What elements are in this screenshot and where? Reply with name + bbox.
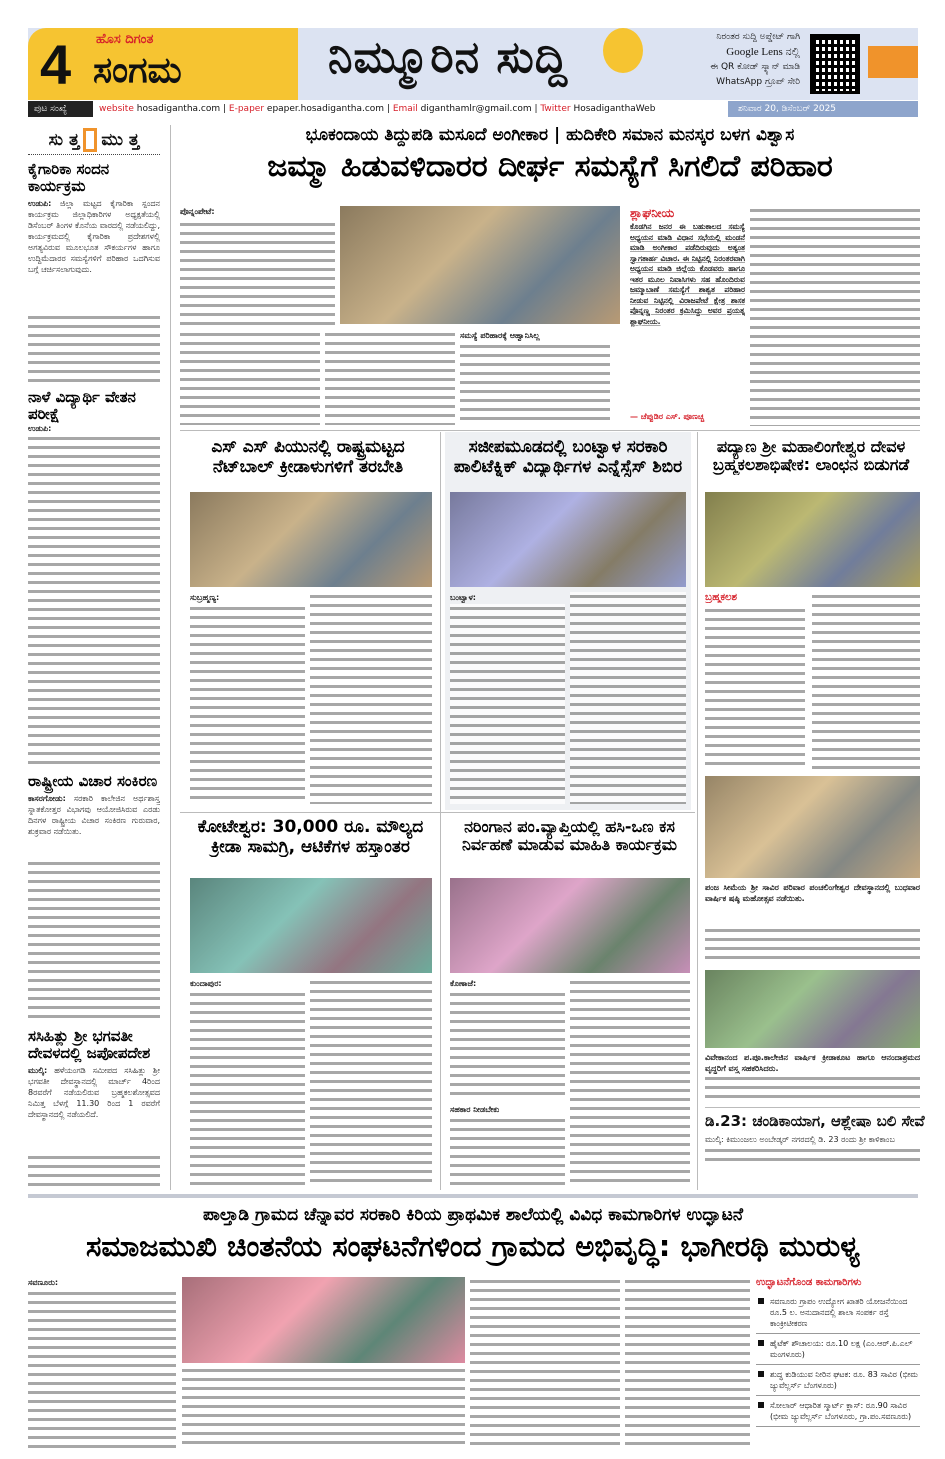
list-item: ಹೈಟೆಕ್ ಶೌಚಾಲಯ: ರೂ.10 ಲಕ್ಷ (ಎಂ.ಆರ್.ಪಿ.ಎಲ್ ಮಂಗಳೂರು): [756, 1334, 920, 1365]
story-body: ಮುಲ್ಕಿ: ಕಿಮುಂಜಲು ಅಂಬೇಡ್ಕರ್ ನಗರದಲ್ಲಿ ಡಿ. 23 ರಂದು ಶ್ರೀ ಕಾಳಿಕಾಂಬ: [705, 1135, 895, 1144]
epaper-link[interactable]: epaper.hosadigantha.com: [266, 104, 385, 114]
link-label: E-paper: [228, 104, 265, 114]
dateline: ಕುಂದಾಪುರ:: [190, 979, 222, 988]
bottom-headline: ಸಮಾಜಮುಖಿ ಚಿಂತನೆಯ ಸಂಘಟನೆಗಳಿಂದ ಗ್ರಾಮದ ಅಭಿವೃದ್ಧಿ: ಭಾಗೀರಥಿ ಮುರುಳ್ಯ: [85, 1229, 861, 1263]
section-header: ಸು ತ್ತ ಮು ತ್ತ: [28, 125, 160, 155]
photo-caption: ಪಂಜ ಸೀಮೆಯ ಶ್ರೀ ಸಾವಿರ ಪರಿವಾರ ಪಂಚಲಿಂಗೇಶ್ವರ ದೇವಸ್ಥಾನದಲ್ಲಿ ಬುಧವಾರ ವಾರ್ಷಿಕ ಷಷ್ಠಿ ಮಹೋತ್ಸವ ನಡೆಯಿತು.: [705, 883, 920, 903]
masthead: [28, 28, 918, 100]
dateline: ಉಡುಪಿ:: [28, 424, 52, 433]
list-item: ಶುದ್ಧ ಕುಡಿಯುವ ನೀರಿನ ಘಟಕ: ರೂ. 83 ಸಾವಿರ (ಭೀಮ ಜ್ಯುವೆಲ್ಲರ್ಸ್ ಬೆಂಗಳೂರು): [756, 1365, 920, 1396]
dateline: ಸವಣೂರು:: [28, 1278, 59, 1287]
email-link[interactable]: diganthamlr@gmail.com: [420, 104, 532, 114]
left-column: [28, 125, 160, 1190]
story-title: ಎಸ್ ಎಸ್ ಪಿಯುನಲ್ಲಿ ರಾಷ್ಟ್ರಮಟ್ಟದ ನೆಟ್‌ಬಾಲ್ ಕ್ರೀಡಾಳುಗಳಿಗೆ ತರಬೇತಿ: [211, 438, 405, 477]
qr-text: Google Lens ನಲ್ಲಿ: [726, 46, 800, 58]
story-body: ಉಡುಪಿ: ಜಿಲ್ಲಾ ಮಟ್ಟದ ಕೈಗಾರಿಕಾ ಸ್ಪಂದನ ಕಾರ್ಯಕ್ರಮ ಜಿಲ್ಲಾಧಿಕಾರಿಗಳ ಅಧ್ಯಕ್ಷತೆಯಲ್ಲಿ ಡಿಸೆಂಬರ್ ತಿಂಗಳ ಕೊನೆಯ ವಾರದಲ್ಲಿ ನಡೆಯಲಿದ್ದು, ಕಾರ್ಯಕ್ರಮದಲ್ಲಿ ಕೈಗಾರಿಕಾ ಪ್ರದೇಶಗಳಲ್ಲಿ ಅಗತ್ಯವಿರುವ ಮೂಲಭೂತ ಸೌಕರ್ಯಗಳ ಹಾಗೂ ಉದ್ದಿಮೆದಾರರ ಸಮಸ್ಯೆಗಳಿಗೆ ಪರಿಹಾರ ಒದಗಿಸುವ ಬಗ್ಗೆ ಚರ್ಚಿಸಲಾಗುವುದು.: [28, 199, 160, 274]
lead-photo: [340, 206, 620, 324]
lead-body: ಪೊನ್ನಂಪೇಟೆ:: [180, 207, 215, 216]
qr-text: WhatsApp ಗ್ರೂಪ್ ಸೇರಿ: [716, 77, 800, 87]
qr-text: ನಿರಂತರ ಸುದ್ದಿ ಅಪ್ಡೇಟ್ ಗಾಗಿ: [716, 32, 800, 42]
door-icon: [83, 128, 97, 152]
list-item: ಸೋಲಾರ್ ಆಧಾರಿತ ಸ್ಮಾರ್ಟ್ ಕ್ಲಾಸ್: ರೂ.90 ಸಾವಿರ (ಭೀಮ ಜ್ಯುವೆಲ್ಲರ್ಸ್ ಬೆಂಗಳೂರು, ಗ್ರಾ.ಪಂ.ಸವಣೂರು): [756, 1396, 920, 1427]
school-photo: [705, 970, 920, 1048]
brand-small: ಹೊಸ ದಿಗಂತ: [96, 32, 154, 47]
lead-subhead: ಸಮಸ್ಯೆ ಪರಿಹಾರಕ್ಕೆ ಆಹ್ವಾನಿಸಿಲ್ಲ: [460, 331, 540, 340]
story-title: ಕೋಟೇಶ್ವರ: 30,000 ರೂ. ಮೌಲ್ಯದ ಕ್ರೀಡಾ ಸಾಮಗ್ರಿ, ಆಟಿಕೆಗಳ ಹಸ್ತಾಂತರ: [197, 818, 424, 857]
link-label: Twitter: [540, 104, 571, 114]
link-label: website: [99, 104, 134, 114]
story-title: ಕೈಗಾರಿಕಾ ಸಂದನ ಕಾರ್ಯಕ್ರಮ: [28, 160, 110, 195]
link-label: Email: [392, 104, 418, 114]
qr-code-icon: [810, 34, 860, 94]
story-photo: [190, 492, 432, 587]
dateline: ಕೊಣಾಜೆ:: [450, 979, 477, 988]
story-photo: [450, 878, 690, 973]
temple-photo: [705, 776, 920, 878]
date: ಶನಿವಾರ 20, ಡಿಸೆಂಬರ್ 2025: [728, 101, 918, 117]
website-link[interactable]: hosadigantha.com: [136, 104, 221, 114]
box-title: ಶ್ಲಾಘನೀಯ: [630, 206, 675, 220]
bottom-photo: [182, 1277, 465, 1363]
photo-caption: ವಿವೇಕಾನಂದ ಪ.ಪೂ.ಕಾಲೇಜಿನ ವಾರ್ಷಿಕ ಕ್ರೀಡಾಕೂಟ ಹಾಗೂ ಆನಂದಾಶ್ರಮದ ವೃದ್ಧರಿಗೆ ವಸ್ತ್ರ ಸಹಕರಿಸಿದರು.: [705, 1053, 920, 1073]
twitter-link[interactable]: HosadiganthaWeb: [573, 104, 656, 114]
story-title: ಪದ್ಯಾಣ ಶ್ರೀ ಮಹಾಲಿಂಗೇಶ್ವರ ದೇವಳ ಬ್ರಹ್ಮಕಲಶಾಭಿಷೇಕ: ಲಾಂಛನ ಬಿಡುಗಡೆ: [712, 438, 910, 475]
story-title: ನಾಳೆ ವಿದ್ಯಾರ್ಥಿ ವೇತನ ಪರೀಕ್ಷೆ: [28, 388, 136, 423]
page-number: 4: [40, 33, 72, 96]
subhead: ಸಹಕಾರ ನೀಡಬೇಕು: [450, 1105, 500, 1114]
lead-kicker: ಭೂಕಂದಾಯ ತಿದ್ದುಪಡಿ ಮಸೂದೆ ಅಂಗೀಕಾರ | ಹುದಿಕೇರಿ ಸಮಾನ ಮನಸ್ಕರ ಬಳಗ ವಿಶ್ವಾಸ: [305, 125, 795, 145]
works-box: [756, 1277, 920, 1427]
qr-text: ಈ QR ಕೋಡ್ ಸ್ಕ್ಯಾನ್ ಮಾಡಿ: [710, 62, 800, 72]
story-title: ರಾಷ್ಟ್ರೀಯ ವಿಚಾರ ಸಂಕಿರಣ: [28, 772, 158, 790]
story-title: ನರಿಂಗಾನ ಪಂ.ವ್ಯಾಪ್ತಿಯಲ್ಲಿ ಹಸಿ-ಒಣ ಕಸ ನಿರ್ವಹಣೆ ಮಾಡುವ ಮಾಹಿತಿ ಕಾರ್ಯಕ್ರಮ: [461, 818, 677, 855]
story-photo: [450, 492, 686, 587]
page-title: ನಿಮ್ಮೂರಿನ ಸುದ್ದಿ: [328, 32, 569, 83]
story-body: ಮುಲ್ಕಿ: ಹಳೆಯಂಗಡಿ ಸಮೀಪದ ಸಸಿಹಿತ್ಲು ಶ್ರೀ ಭಗವತೀ ದೇವಸ್ಥಾನದಲ್ಲಿ ಮಾರ್ಚ್ 4ರಿಂದ 8ರವರೆಗೆ ನಡೆಯಲಿರುವ ಬ್ರಹ್ಮಕಲಶೋತ್ಸವದ ನಿಮಿತ್ತ ಬೆಳಗ್ಗೆ 11.30 ರಿಂದ 1 ರವರೆಗೆ ದೇವಸ್ಥಾನದಲ್ಲಿ ನಡೆಯಲಿದೆ.: [28, 1066, 160, 1119]
box-title: ಉದ್ಘಾಟನೆಗೊಂಡ ಕಾಮಗಾರಿಗಳು: [756, 1277, 862, 1288]
info-strip: ಪುಟ ಸಂಖ್ಯೆ website hosadigantha.com | E-paper epaper.hosadigantha.com | Email diganthamlr@gmail.com | Twitter HosadiganthaWeb ಶನಿವಾರ 20, ಡಿಸೆಂಬರ್ 2025: [28, 101, 918, 117]
lead-sidebar-box: ಶ್ಲಾಘನೀಯ ಕೊಡಗಿನ ಜನರ ಈ ಬಹುಕಾಲದ ಸಮಸ್ಯೆ ಅಧ್ಯಯನ ಮಾಡಿ ವಿಧಾನ ಸಭೆಯಲ್ಲಿ ಮಂಡನೆ ಮಾಡಿ ಅಂಗೀಕಾರ ಪಡೆದಿರುವುದು ಅತ್ಯಂತ ಸ್ವಾಗತಾರ್ಹ ವಿಚಾರ. ಈ ನಿಟ್ಟಿನಲ್ಲಿ ನಿರಂತರವಾಗಿ ಅಧ್ಯಯನ ಮಾಡಿ ಜಿಲ್ಲೆಯ ಕೊಡವರು ಹಾಗೂ ಇತರ ಮೂಲ ನಿವಾಸಿಗಳು ಸಹ ಹೊಂದಿರುವ ಜಮ್ಮಾಬಾಣೆ ಸಮಸ್ಯೆಗೆ ಶಾಶ್ವತ ಪರಿಹಾರ ನೀಡುವ ನಿಟ್ಟಿನಲ್ಲಿ ವಿರಾಜಪೇಟೆ ಕ್ಷೇತ್ರ ಶಾಸಕ ಪೊನ್ನಣ್ಣ ನಿರಂತರ ಕ್ರಮಿಸಿದ್ದು ಅವರ ಪ್ರಯತ್ನ ಶ್ಲಾಘನೀಯ. — ಚೆಪ್ಪುಡಿರ ಎಸ್. ಪೂಣಚ್ಚ: [630, 206, 745, 421]
dateline: ಬಂಟ್ವಾಳ:: [450, 593, 476, 602]
story-photo: [190, 878, 432, 973]
section-label: ಬ್ರಹ್ಮಕಲಶ: [705, 592, 737, 603]
story-photo: [705, 492, 920, 587]
story-title: ಡಿ.23: ಚಂಡಿಕಾಯಾಗ, ಆಶ್ಲೇಷಾ ಬಲಿ ಸೇವೆ: [705, 1112, 925, 1130]
story-body: ಕಾಸರಗೋಡು: ಸರಕಾರಿ ಕಾಲೇಜಿನ ಅರ್ಥಶಾಸ್ತ್ರ ಸ್ನಾತಕೋತ್ತರ ವಿಭಾಗವು ಆಯೋಜಿಸಿರುವ ಎರಡು ದಿನಗಳ ರಾಷ್ಟ್ರೀಯ ವಿಚಾರ ಸಂಕಿರಣ ಗುರುವಾರ, ಶುಕ್ರವಾರ ನಡೆಯಿತು.: [28, 794, 160, 836]
page-label: ಪುಟ ಸಂಖ್ಯೆ: [28, 101, 93, 117]
story-title: ಸಸಿಹಿತ್ಲು ಶ್ರೀ ಭಗವತೀ ದೇವಳದಲ್ಲಿ ಜಪೋಪದೇಶ: [28, 1027, 151, 1062]
orange-block: [868, 46, 918, 78]
bottom-kicker: ಪಾಲ್ತಾಡಿ ಗ್ರಾಮದ ಚೆನ್ನಾವರ ಸರಕಾರಿ ಕಿರಿಯ ಪ್ರಾಥಮಿಕ ಶಾಲೆಯಲ್ಲಿ ವಿವಿಧ ಕಾಮಗಾರಿಗಳ ಉದ್ಘಾಟನೆ: [202, 1205, 744, 1225]
dateline: ಸುಬ್ರಹ್ಮಣ್ಯ:: [190, 593, 220, 602]
list-item: ಸವಣೂರು ಗ್ರಾಪಂ ಉದ್ಯೋಗ ಖಾತರಿ ಯೋಜನೆಯಿಂದ ರೂ.5 ಲ. ಅನುದಾನದಲ್ಲಿ ಶಾಲಾ ಸಂಪರ್ಕ ರಸ್ತೆ ಕಾಂಕ್ರೀಟೀಕರಣ: [756, 1292, 920, 1334]
brand-name: ಸಂಗಮ: [93, 50, 182, 91]
story-title: ಸಜೀಪಮೂಡದಲ್ಲಿ ಬಂಟ್ವಾಳ ಸರಕಾರಿ ಪಾಲಿಟೆಕ್ನಿಕ್ ವಿದ್ಯಾರ್ಥಿಗಳ ಎನ್ನೆಸ್ಸೆಸ್ ಶಿಬಿರ: [453, 438, 683, 477]
lead-headline: ಜಮ್ಮಾ ಹಿಡುವಳಿದಾರರ ದೀರ್ಘ ಸಮಸ್ಯೆಗೆ ಸಿಗಲಿದೆ ಪರಿಹಾರ: [267, 149, 833, 184]
